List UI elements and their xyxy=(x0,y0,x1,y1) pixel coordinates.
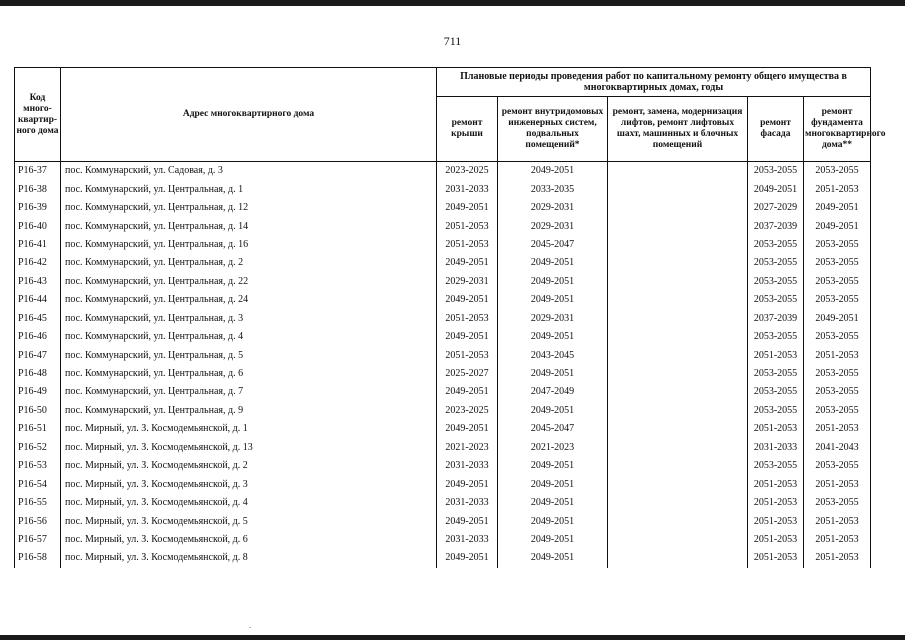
cell-roof: 2049-2051 xyxy=(437,199,498,217)
cell-elevators xyxy=(608,549,748,567)
table-row xyxy=(15,236,871,254)
cell-address: пос. Коммунарский, ул. Центральная, д. 16 xyxy=(61,236,437,254)
cell-address: пос. Мирный, ул. З. Космодемьянской, д. 2 xyxy=(61,457,437,475)
page-number: 711 xyxy=(443,34,462,48)
table-row xyxy=(15,328,871,346)
cell-foundation: 2049-2051 xyxy=(804,310,871,328)
cell-address: пос. Мирный, ул. З. Космодемьянской, д. 5 xyxy=(61,512,437,530)
cell-foundation: 2053-2055 xyxy=(804,494,871,512)
table-row xyxy=(15,254,871,272)
cell-systems: 2049-2051 xyxy=(498,475,608,493)
cell-systems: 2029-2031 xyxy=(498,199,608,217)
table-row xyxy=(15,549,871,567)
cell-foundation: 2051-2053 xyxy=(804,475,871,493)
cell-address: пос. Мирный, ул. З. Космодемьянской, д. 4 xyxy=(61,494,437,512)
cell-systems: 2021-2023 xyxy=(498,439,608,457)
cell-address: пос. Коммунарский, ул. Центральная, д. 14 xyxy=(61,217,437,235)
cell-systems: 2049-2051 xyxy=(498,254,608,272)
cell-code: P16-55 xyxy=(15,494,61,512)
cell-code: P16-49 xyxy=(15,383,61,401)
cell-elevators xyxy=(608,439,748,457)
cell-roof: 2049-2051 xyxy=(437,383,498,401)
table-row xyxy=(15,217,871,235)
table-row xyxy=(15,199,871,217)
cell-code: P16-50 xyxy=(15,402,61,420)
cell-systems: 2049-2051 xyxy=(498,512,608,530)
cell-facade: 2049-2051 xyxy=(748,180,804,198)
cell-foundation: 2053-2055 xyxy=(804,365,871,383)
cell-foundation: 2053-2055 xyxy=(804,402,871,420)
table-row xyxy=(15,457,871,475)
table-row xyxy=(15,291,871,309)
cell-foundation: 2053-2055 xyxy=(804,162,871,181)
table-row xyxy=(15,439,871,457)
table-row xyxy=(15,273,871,291)
header-elevators: ремонт, замена, модернизация лифтов, ремонт лифтовых шахт, машинных и блочных помещений xyxy=(608,97,748,162)
table-row xyxy=(15,383,871,401)
cell-systems: 2033-2035 xyxy=(498,180,608,198)
cell-address: пос. Мирный, ул. З. Космодемьянской, д. 8 xyxy=(61,549,437,567)
table-row xyxy=(15,420,871,438)
cell-code: P16-43 xyxy=(15,273,61,291)
cell-code: P16-46 xyxy=(15,328,61,346)
cell-code: P16-58 xyxy=(15,549,61,567)
cell-address: пос. Коммунарский, ул. Центральная, д. 12 xyxy=(61,199,437,217)
cell-roof: 2049-2051 xyxy=(437,254,498,272)
cell-foundation: 2053-2055 xyxy=(804,236,871,254)
cell-elevators xyxy=(608,494,748,512)
cell-facade: 2053-2055 xyxy=(748,383,804,401)
cell-systems: 2049-2051 xyxy=(498,273,608,291)
cell-code: P16-53 xyxy=(15,457,61,475)
cell-elevators xyxy=(608,365,748,383)
cell-elevators xyxy=(608,162,748,181)
cell-systems: 2049-2051 xyxy=(498,402,608,420)
cell-elevators xyxy=(608,475,748,493)
header-roof: ремонт крыши xyxy=(437,97,498,162)
cell-facade: 2051-2053 xyxy=(748,420,804,438)
table-row xyxy=(15,531,871,549)
cell-code: P16-56 xyxy=(15,512,61,530)
cell-foundation: 2053-2055 xyxy=(804,291,871,309)
cell-roof: 2023-2025 xyxy=(437,162,498,181)
cell-roof: 2049-2051 xyxy=(437,512,498,530)
cell-elevators xyxy=(608,457,748,475)
cell-systems: 2049-2051 xyxy=(498,328,608,346)
cell-systems: 2049-2051 xyxy=(498,291,608,309)
cell-systems: 2045-2047 xyxy=(498,420,608,438)
cell-systems: 2045-2047 xyxy=(498,236,608,254)
cell-elevators xyxy=(608,273,748,291)
table-row xyxy=(15,365,871,383)
table-row xyxy=(15,402,871,420)
cell-elevators xyxy=(608,310,748,328)
header-code: Код много-квартир-ного дома xyxy=(15,68,61,162)
cell-roof: 2051-2053 xyxy=(437,346,498,364)
cell-systems: 2047-2049 xyxy=(498,383,608,401)
cell-roof: 2031-2033 xyxy=(437,531,498,549)
cell-code: P16-45 xyxy=(15,310,61,328)
cell-address: пос. Коммунарский, ул. Центральная, д. 9 xyxy=(61,402,437,420)
cell-facade: 2053-2055 xyxy=(748,402,804,420)
cell-facade: 2051-2053 xyxy=(748,549,804,567)
cell-foundation: 2053-2055 xyxy=(804,273,871,291)
header-address: Адрес многоквартирного дома xyxy=(61,68,437,162)
cell-foundation: 2053-2055 xyxy=(804,457,871,475)
cell-address: пос. Коммунарский, ул. Центральная, д. 2 xyxy=(61,254,437,272)
cell-systems: 2049-2051 xyxy=(498,365,608,383)
cell-code: P16-52 xyxy=(15,439,61,457)
cell-facade: 2037-2039 xyxy=(748,310,804,328)
cell-code: P16-57 xyxy=(15,531,61,549)
cell-code: P16-38 xyxy=(15,180,61,198)
header-facade: ремонт фасада xyxy=(748,97,804,162)
cell-address: пос. Коммунарский, ул. Центральная, д. 24 xyxy=(61,291,437,309)
cell-code: P16-37 xyxy=(15,162,61,181)
table-row xyxy=(15,475,871,493)
cell-facade: 2053-2055 xyxy=(748,254,804,272)
cell-elevators xyxy=(608,199,748,217)
cell-elevators xyxy=(608,291,748,309)
cell-elevators xyxy=(608,383,748,401)
cell-foundation: 2051-2053 xyxy=(804,180,871,198)
cell-roof: 2049-2051 xyxy=(437,475,498,493)
cell-roof: 2029-2031 xyxy=(437,273,498,291)
cell-facade: 2053-2055 xyxy=(748,365,804,383)
table-row xyxy=(15,512,871,530)
cell-systems: 2029-2031 xyxy=(498,217,608,235)
cell-address: пос. Коммунарский, ул. Центральная, д. 22 xyxy=(61,273,437,291)
cell-elevators xyxy=(608,512,748,530)
cell-facade: 2051-2053 xyxy=(748,531,804,549)
cell-foundation: 2053-2055 xyxy=(804,254,871,272)
table-row xyxy=(15,180,871,198)
cell-elevators xyxy=(608,328,748,346)
cell-facade: 2027-2029 xyxy=(748,199,804,217)
cell-foundation: 2053-2055 xyxy=(804,383,871,401)
cell-roof: 2031-2033 xyxy=(437,494,498,512)
cell-elevators xyxy=(608,254,748,272)
cell-address: пос. Мирный, ул. З. Космодемьянской, д. 1 xyxy=(61,420,437,438)
cell-foundation: 2051-2053 xyxy=(804,512,871,530)
cell-systems: 2049-2051 xyxy=(498,162,608,181)
cell-foundation: 2049-2051 xyxy=(804,217,871,235)
cell-foundation: 2051-2053 xyxy=(804,549,871,567)
cell-address: пос. Коммунарский, ул. Центральная, д. 7 xyxy=(61,383,437,401)
cell-address: пос. Коммунарский, ул. Центральная, д. 4 xyxy=(61,328,437,346)
table-row xyxy=(15,494,871,512)
cell-roof: 2023-2025 xyxy=(437,402,498,420)
cell-facade: 2053-2055 xyxy=(748,273,804,291)
cell-address: пос. Коммунарский, ул. Центральная, д. 6 xyxy=(61,365,437,383)
cell-code: P16-54 xyxy=(15,475,61,493)
table-body xyxy=(15,162,871,568)
cell-facade: 2053-2055 xyxy=(748,236,804,254)
cell-foundation: 2051-2053 xyxy=(804,346,871,364)
cell-address: пос. Коммунарский, ул. Центральная, д. 5 xyxy=(61,346,437,364)
cell-address: пос. Коммунарский, ул. Садовая, д. 3 xyxy=(61,162,437,181)
cell-roof: 2049-2051 xyxy=(437,291,498,309)
scan-speck: . xyxy=(249,621,251,630)
cell-code: P16-40 xyxy=(15,217,61,235)
cell-elevators xyxy=(608,531,748,549)
cell-systems: 2049-2051 xyxy=(498,494,608,512)
cell-foundation: 2041-2043 xyxy=(804,439,871,457)
cell-roof: 2031-2033 xyxy=(437,457,498,475)
table-row xyxy=(15,162,871,181)
scan-edge-top xyxy=(0,0,905,6)
cell-elevators xyxy=(608,420,748,438)
cell-systems: 2029-2031 xyxy=(498,310,608,328)
cell-address: пос. Мирный, ул. З. Космодемьянской, д. 13 xyxy=(61,439,437,457)
cell-elevators xyxy=(608,236,748,254)
header-systems: ремонт внутридомовых инженерных систем, подвальных помещений* xyxy=(498,97,608,162)
cell-code: P16-48 xyxy=(15,365,61,383)
cell-facade: 2051-2053 xyxy=(748,512,804,530)
cell-foundation: 2053-2055 xyxy=(804,328,871,346)
cell-roof: 2049-2051 xyxy=(437,328,498,346)
cell-address: пос. Мирный, ул. З. Космодемьянской, д. 6 xyxy=(61,531,437,549)
cell-roof: 2021-2023 xyxy=(437,439,498,457)
cell-address: пос. Коммунарский, ул. Центральная, д. 3 xyxy=(61,310,437,328)
table-row xyxy=(15,346,871,364)
cell-elevators xyxy=(608,402,748,420)
cell-roof: 2051-2053 xyxy=(437,310,498,328)
scan-edge-bottom xyxy=(0,635,905,640)
header-foundation: ремонт фундамента многоквартирного дома** xyxy=(804,97,871,162)
cell-systems: 2049-2051 xyxy=(498,549,608,567)
cell-systems: 2043-2045 xyxy=(498,346,608,364)
cell-roof: 2025-2027 xyxy=(437,365,498,383)
cell-systems: 2049-2051 xyxy=(498,457,608,475)
cell-elevators xyxy=(608,217,748,235)
cell-code: P16-41 xyxy=(15,236,61,254)
cell-facade: 2053-2055 xyxy=(748,328,804,346)
cell-code: P16-42 xyxy=(15,254,61,272)
cell-roof: 2049-2051 xyxy=(437,549,498,567)
cell-foundation: 2051-2053 xyxy=(804,420,871,438)
cell-roof: 2031-2033 xyxy=(437,180,498,198)
cell-foundation: 2051-2053 xyxy=(804,531,871,549)
cell-facade: 2051-2053 xyxy=(748,494,804,512)
cell-code: P16-44 xyxy=(15,291,61,309)
cell-systems: 2049-2051 xyxy=(498,531,608,549)
cell-elevators xyxy=(608,180,748,198)
cell-address: пос. Коммунарский, ул. Центральная, д. 1 xyxy=(61,180,437,198)
cell-facade: 2051-2053 xyxy=(748,475,804,493)
cell-roof: 2051-2053 xyxy=(437,236,498,254)
cell-foundation: 2049-2051 xyxy=(804,199,871,217)
cell-roof: 2051-2053 xyxy=(437,217,498,235)
cell-code: P16-47 xyxy=(15,346,61,364)
cell-facade: 2031-2033 xyxy=(748,439,804,457)
cell-facade: 2053-2055 xyxy=(748,162,804,181)
cell-roof: 2049-2051 xyxy=(437,420,498,438)
header-planned-periods: Плановые периоды проведения работ по капитальному ремонту общего имущества в многоквартирных домах, годы xyxy=(437,68,871,97)
cell-facade: 2053-2055 xyxy=(748,457,804,475)
cell-code: P16-51 xyxy=(15,420,61,438)
capital-repair-table xyxy=(14,67,886,568)
cell-facade: 2051-2053 xyxy=(748,346,804,364)
cell-code: P16-39 xyxy=(15,199,61,217)
cell-facade: 2037-2039 xyxy=(748,217,804,235)
cell-facade: 2053-2055 xyxy=(748,291,804,309)
table-row xyxy=(15,310,871,328)
cell-address: пос. Мирный, ул. З. Космодемьянской, д. 3 xyxy=(61,475,437,493)
cell-elevators xyxy=(608,346,748,364)
